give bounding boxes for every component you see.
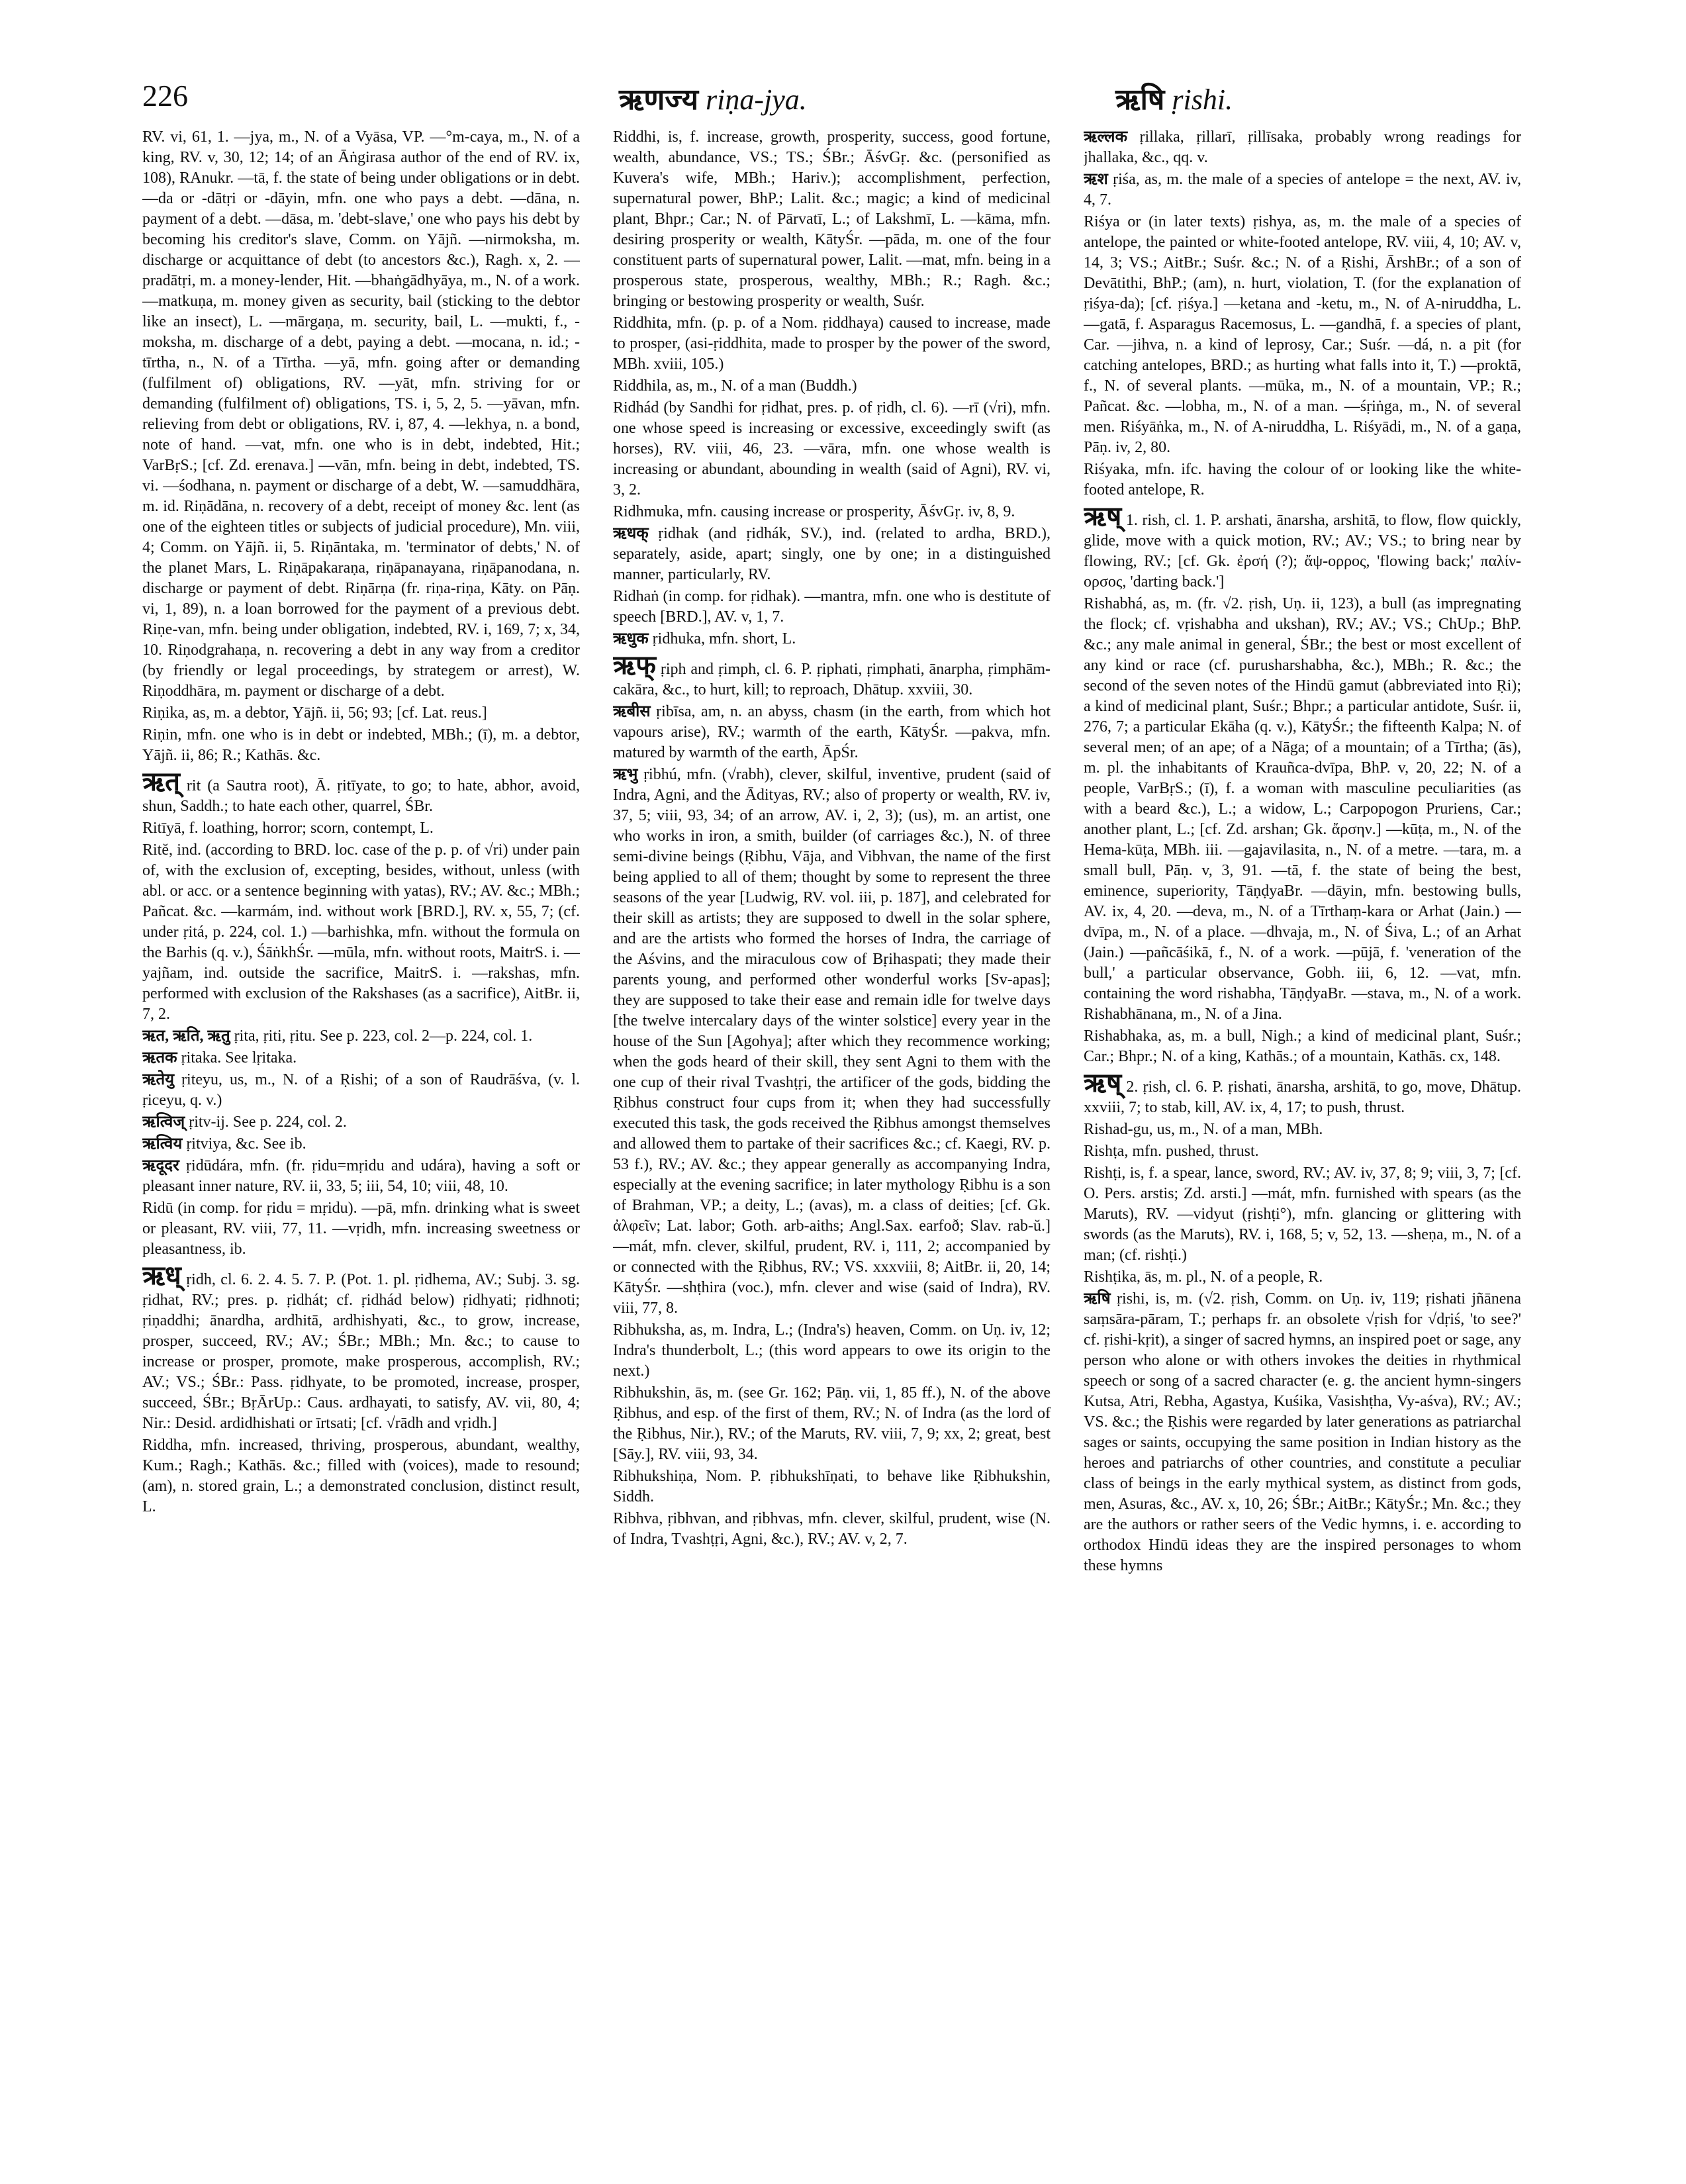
dictionary-entry bbox=[1084, 169, 1521, 211]
dictionary-entry bbox=[1084, 212, 1521, 458]
entry-text: ṛiśa, as, m. the male of a species of antelope = the next, AV. iv, 4, 7. bbox=[1084, 171, 1521, 209]
dictionary-entry bbox=[1084, 1068, 1521, 1118]
entry-text: Riddhita, mfn. (p. p. of a Nom. ṛiddhaya) caused to increase, made to prosper, (asi-ṛiddhita, made to prosper by the power of the sword, MBh. xviii, 105.) bbox=[613, 314, 1051, 373]
dictionary-entry bbox=[1084, 594, 1521, 1025]
dictionary-entry bbox=[613, 524, 1051, 585]
dictionary-entry bbox=[1084, 1141, 1521, 1162]
entry-text: Rishṭika, ās, m. pl., N. of a people, R. bbox=[1084, 1268, 1323, 1286]
dictionary-entry bbox=[613, 650, 1051, 700]
entry-text: Ritĕ, ind. (according to BRD. loc. case of the p. p. of √ri) under pain of, with the exclusion of, excepting, besides, without, unless (with abl. or acc. or a sentence beginning with yatas), RV.; AV. &c.; MBh.; Pañcat. &c. —karmám, ind. without work [BRD.], RV. x, 55, 7; (cf. under ṛitá, p. 224, col. 1.) —barhishka, mfn. without the formula on the Barhis (q. v.), ŚāṅkhŚr. —mūla, mfn. without roots, MaitrS. i. —yajñam, ind. outside the sacrifice, MaitrS. i. —rakshas, mfn. performed with exclusion of the Rakshases (as a sacrifice), AitBr. ii, 7, 2. bbox=[142, 841, 580, 1023]
entry-text: ṛitaka. See lṛitaka. bbox=[181, 1049, 297, 1067]
entry-headword-devanagari: ऋत्विय bbox=[142, 1135, 183, 1153]
dictionary-entry bbox=[613, 765, 1051, 1319]
column-3 bbox=[1084, 127, 1521, 2153]
entry-text: Riśyaka, mfn. ifc. having the colour of or looking like the white-footed antelope, R. bbox=[1084, 461, 1521, 499]
dictionary-entry bbox=[613, 1383, 1051, 1465]
entry-text: Riṇin, mfn. one who is in debt or indebted, MBh.; (ī), m. a debtor, Yājñ. ii, 86; R.; Kathās. &c. bbox=[142, 726, 580, 764]
entry-text: Riddha, mfn. increased, thriving, prosperous, abundant, wealthy, Kum.; Ragh.; Kathās. &c.; filled with (voices), made to resound; (am), n. stored grain, L.; a demonstrated conclusion, distinct result, L. bbox=[142, 1437, 580, 1515]
entry-headword-devanagari: ऋभु bbox=[613, 766, 638, 783]
entry-text: ṛita, ṛiti, ṛitu. See p. 223, col. 2—p. 224, col. 1. bbox=[234, 1027, 533, 1045]
entry-headword-devanagari: ऋफ् bbox=[613, 650, 656, 680]
entry-text: ṛibhú, mfn. (√rabh), clever, skilful, inventive, prudent (said of Indra, Agni, and the Ādityas, RV.; also of property or wealth, RV. iv, 37, 5; viii, 93, 34; of an arrow, AV. i, 2, 3); (us), m. an artist, one who works in iron, a smith, builder (of carriages &c.), N. of three semi-divine beings (Ṛibhu, Vāja, and Vibhvan, the name of the first being applied to all of them; thought by some to represent the three seasons of the year [Ludwig, RV. vol. iii, p. 187], and celebrated for their skill as artists; they are supposed to dwell in the solar sphere, and are the artists who formed the horses of Indra, the carriage of the Aśvins, and the miraculous cow of Bṛihaspati; they made their parents young, and performed other wonderful works [Sv-apas]; they are supposed to take their ease and remain idle for twelve days [the twelve intercalary days of the winter solstice] every year in the house of the Sun [Agohya]; after which they recommence working; when the gods heard of their skill, they sent Agni to them with the one cup of their rival Tvashṭṛi, the artificer of the gods, bidding the Ṛibhus construct four cups from it; when they had successfully executed this task, the gods received the Ṛibhus amongst themselves and allowed them to partake of their sacrifices &c.; cf. Kaegi, RV. p. 53 f.), RV.; AV. &c.; they appear generally as accompanying Indra, especially at the evening sacrifice; in later mythology Ṛibhu is a son of Brahman, VP.; a deity, L.; (avas), m. a class of deities; [cf. Gk. ἀλφεῖν; Lat. labor; Goth. arb-aiths; Angl.Sax. earfoð; Slav. rab-ŭ.] —mát, mfn. clever, skilful, prudent, RV. i, 111, 2; accompanied by or connected with the Ṛibhus, RV.; VS. xxxviii, 8; AitBr. ii, 20, 14; KātyŚr. —shṭhira (voc.), mfn. clever and wise (said of Indra), RV. viii, 77, 8. bbox=[613, 766, 1051, 1317]
entry-text: ṛidhak (and ṛidhák, SV.), ind. (related to ardha, BRD.), separately, aside, apart; singly, one by one; in a distinguished manner, particularly, RV. bbox=[613, 525, 1051, 583]
entry-text: ṛitviya, &c. See ib. bbox=[186, 1135, 306, 1153]
page-number: 226 bbox=[142, 79, 188, 113]
entry-text: ṛiph and ṛimph, cl. 6. P. ṛiphati, ṛimphati, ānarpha, ṛimphām-cakāra, &c., to hurt, kill; to reproach, Dhātup. xxviii, 30. bbox=[613, 661, 1051, 698]
entry-text: ṛibīsa, am, n. an abyss, chasm (in the earth, from which hot vapours arise), RV.; warmth of the earth, KātyŚr. —pakva, mfn. matured by warmth of the earth, ĀpŚr. bbox=[613, 703, 1051, 761]
entry-text: ṛidūdára, mfn. (fr. ṛidu=mṛidu and udára), having a soft or pleasant inner nature, RV. ii, 33, 5; iii, 54, 10; viii, 48, 10. bbox=[142, 1157, 580, 1195]
entry-headword-devanagari: ऋदूदर bbox=[142, 1157, 179, 1174]
entry-text: Rishabhaka, as, m. a bull, Nigh.; a kind of medicinal plant, Suśr.; Car.; Bhpr.; N. of a king, Kathās.; of a mountain, Kathās. cx, 148. bbox=[1084, 1027, 1521, 1065]
entry-headword-devanagari: ऋध् bbox=[142, 1260, 181, 1290]
dictionary-entry bbox=[613, 502, 1051, 522]
dictionary-entry bbox=[142, 1070, 580, 1111]
header-right-roman: ṛishi. bbox=[1172, 83, 1233, 116]
dictionary-entry bbox=[142, 1112, 580, 1133]
entry-text: Riśya or (in later texts) ṛishya, as, m. the male of a species of antelope, the painted or white-footed antelope, RV. viii, 4, 10; AV. v, 14, 3; VS.; AitBr.; Suśr. &c.; N. of a Ṛishi, ĀrshBr.; of a son of Devātithi, BhP.; (am), n. hurt, violation, T. (for the explanation of ṛiśya-da); [cf. ṛiśya.] —ketana and -ketu, m., N. of A-niruddha, L. —gatā, f. Asparagus Racemosus, L. —gandhā, f. a species of plant, Car. —jihva, n. a kind of leprosy, Car.; Suśr. —dá, n. a pit (for catching antelopes, BRD.; as hurting what falls into it, T.) —proktā, f., N. of several plants. —mūka, m., N. of a mountain, VP.; R.; Pañcat. &c. —lobha, m., N. of a man. —śṛiṅga, m., N. of several men. Riśyāṅka, m., N. of A-niruddha, L. Riśyādi, m., N. of a gaṇa, Pāṇ. iv, 2, 80. bbox=[1084, 213, 1521, 456]
entry-headword-devanagari: ऋत्विज् bbox=[142, 1114, 185, 1131]
header-left-devanagari: ऋणज्य bbox=[619, 83, 699, 116]
dictionary-entry bbox=[142, 1198, 580, 1260]
entry-headword-devanagari: ऋष् bbox=[1084, 501, 1122, 531]
dictionary-entry bbox=[1084, 1267, 1521, 1288]
dictionary-entry bbox=[142, 1134, 580, 1155]
dictionary-entry bbox=[613, 629, 1051, 649]
entry-headword-devanagari: ऋतक bbox=[142, 1049, 177, 1067]
dictionary-entry bbox=[1084, 501, 1521, 593]
entry-text: Ritīyā, f. loathing, horror; scorn, contempt, L. bbox=[142, 820, 434, 837]
dictionary-entry bbox=[613, 587, 1051, 628]
entry-text: Ridhaṅ (in comp. for ṛidhak). —mantra, mfn. one who is destitute of speech [BRD.], AV. v, 1, 7. bbox=[613, 588, 1051, 626]
dictionary-entry bbox=[142, 840, 580, 1025]
column-2 bbox=[613, 127, 1051, 2153]
entry-text: ṛillaka, ṛillarī, ṛillīsaka, probably wrong readings for jhallaka, &c., qq. v. bbox=[1084, 128, 1521, 166]
entry-headword-devanagari: ऋत, ऋति, ऋतु bbox=[142, 1027, 230, 1045]
header-right-devanagari: ऋषि bbox=[1115, 83, 1165, 116]
entry-text: ṛishi, is, m. (√2. ṛish, Comm. on Uṇ. iv, 119; ṛishati jñānena saṃsāra-pāram, T.; perhaps fr. an obsolete √ṛish for √dṛiś, 'to see?' cf. ṛishi-kṛit), a singer of sacred hymns, an inspired poet or sage, any person who alone or with others invokes the deities in rhythmical speech or song of a sacred character (e. g. the ancient hymn-singers Kutsa, Atri, Rebha, Agastya, Kuśika, Vasishṭha, Vy-aśva), RV.; AV.; VS. &c.; the Ṛishis were regarded by later generations as patriarchal sages or saints, occupying the same position in Indian history as the heroes and patriarchs of other countries, and constitute a peculiar class of beings in the early mythical system, as distinct from gods, men, Asuras, &c., AV. x, 10, 26; ŚBr.; AitBr.; KātyŚr.; Mn. &c.; they are the authors or rather seers of the Vedic hymns, i. e. according to orthodox Hindū ideas they are the inspired personages to whom these hymns bbox=[1084, 1290, 1521, 1574]
entry-text: Rishṭi, is, f. a spear, lance, sword, RV.; AV. iv, 37, 8; 9; viii, 3, 7; [cf. O. Pers. arstis; Zd. arsti.] —mát, mfn. furnished with spears (as the Maruts), RV. —vidyut (ṛishṭi°), mfn. glancing or glittering with swords (as the Maruts), RV. i, 168, 5; v, 52, 13. —sheṇa, m., N. of a man; (cf. rishṭi.) bbox=[1084, 1164, 1521, 1264]
dictionary-entry bbox=[613, 398, 1051, 500]
dictionary-entry bbox=[1084, 459, 1521, 500]
dictionary-entry bbox=[142, 1026, 580, 1047]
entry-text: 1. rish, cl. 1. P. arshati, ānarsha, arshitā, to flow, flow quickly, glide, move with a quick motion, RV.; AV.; VS.; to bring near by flowing, RV.; [cf. Gk. ἐρσή (?); ἄψ-oρρος, 'flowing back;' παλίν-ορσος, 'darting back.'] bbox=[1084, 512, 1521, 591]
dictionary-entry bbox=[1084, 1289, 1521, 1576]
entry-text: Rishad-gu, us, m., N. of a man, MBh. bbox=[1084, 1121, 1323, 1138]
column-1 bbox=[142, 127, 580, 2153]
entry-text: ṛitv-ij. See p. 224, col. 2. bbox=[189, 1114, 347, 1131]
dictionary-entry bbox=[1084, 1119, 1521, 1140]
entry-headword-devanagari: ऋश bbox=[1084, 171, 1108, 188]
entry-text: Rishṭa, mfn. pushed, thrust. bbox=[1084, 1143, 1259, 1160]
entry-text: ṛiteyu, us, m., N. of a Ṛishi; of a son of Raudrāśva, (v. l. ṛiceyu, q. v.) bbox=[142, 1071, 580, 1109]
entry-text: Ribhukshiṇa, Nom. P. ṛibhukshīṇati, to behave like Ṛibhukshin, Siddh. bbox=[613, 1468, 1051, 1505]
entry-text: Ribhva, ṛibhvan, and ṛibhvas, mfn. clever, skilful, prudent, wise (N. of Indra, Tvashṭṛi, Agni, &c.), RV.; AV. v, 2, 7. bbox=[613, 1510, 1051, 1548]
dictionary-entry bbox=[613, 313, 1051, 375]
entry-headword-devanagari: ऋतेयु bbox=[142, 1071, 175, 1088]
header-right-catchword bbox=[1115, 78, 1233, 118]
entry-text: rit (a Sautra root), Ā. ṛitīyate, to go; to hate, abhor, avoid, shun, Saddh.; to hate each other, quarrel, ŚBr. bbox=[142, 777, 580, 815]
dictionary-entry bbox=[142, 1260, 580, 1434]
entry-text: ṛidhuka, mfn. short, L. bbox=[652, 630, 796, 647]
dictionary-entry bbox=[142, 767, 580, 817]
dictionary-entry bbox=[142, 1435, 580, 1517]
entry-text: Riddhi, is, f. increase, growth, prosperity, success, good fortune, wealth, abundance, VS.; TS.; ŚBr.; ĀśvGṛ. &c. (personified as Kuvera's wife, MBh.; Hariv.); accomplishment, perfection, supernatural power, BhP.; Lalit. &c.; magic; a kind of medicinal plant, Bhpr.; Car.; N. of Pārvatī, L.; of Lakshmī, L. —kāma, mfn. desiring prosperity or wealth, KātyŚr. —pāda, m. one of the four constituent parts of supernatural power, Lalit. —mat, mfn. being in a prosperous state, prosperous, wealthy, MBh.; R.; Ragh. &c.; bringing or bestowing prosperity or wealth, Suśr. bbox=[613, 128, 1051, 310]
page-header bbox=[142, 78, 1499, 124]
entry-headword-devanagari: ऋष् bbox=[1084, 1068, 1122, 1098]
entry-text: Rishabhá, as, m. (fr. √2. ṛish, Uṇ. ii, 123), a bull (as impregnating the flock; cf. vṛishabha and ukshan), RV.; AV.; VS.; ChUp.; BhP. &c.; any male animal in general, ŚBr.; the best or most excellent of any kind or race (cf. purusharshabha, &c.), MBh.; R. &c.; the second of the seven notes of the Hindū gamut (abbreviated into Ṛi); a kind of medicinal plant, Suśr.; Bhpr.; a particular antidote, Suśr. ii, 276, 7; a particular Ekāha (q. v.), KātyŚr.; the fifteenth Kalpa; N. of several men; of an ape; of a Nāga; of a mountain; of a Tīrtha; (ās), m. pl. the inhabitants of Krauñca-dvīpa, BhP. v, 20, 22; N. of a people, VarBṛS.; (ī), f. a woman with masculine peculiarities (as with a beard &c.), L.; a widow, L.; Carpopogon Pruriens, Car.; another plant, L.; [cf. Zd. arshan; Gk. ἄρσην.] —kūṭa, m., N. of the Hema-kūṭa, MBh. iii. —gajavilasita, n., N. of a metre. —tara, m. a small bull, Pāṇ. v, 3, 91. —tā, f. the state of being the best, eminence, superiority, TāṇḍyaBr. —dāyin, mfn. bestowing bulls, AV. ix, 4, 20. —deva, m., N. of a Tīrthaṃ-kara or Arhat (Jain.) —dvīpa, m., N. of a place. —dhvaja, m., N. of Śiva, L.; of an Arhat (Jain.) —pañcāśikā, f., N. of a work. —pūjā, f. 'veneration of the bull,' a particular observance, Gobh. iii, 6, 12. —vat, mfn. containing the word rishabha, TāṇḍyaBr. —stava, m., N. of a work. Rishabhānana, m., N. of a Jina. bbox=[1084, 595, 1521, 1023]
header-left-catchword bbox=[619, 78, 807, 118]
entry-text: Ribhukshin, ās, m. (see Gr. 162; Pāṇ. vii, 1, 85 ff.), N. of the above Ṛibhus, and esp. of the first of them, RV.; N. of Indra (as the lord of the Ṛibhus, Nir.), RV.; of the Maruts, RV. viii, 7, 9; xx, 2; great, best [Sāy.], RV. viii, 93, 34. bbox=[613, 1384, 1051, 1463]
text-columns bbox=[142, 127, 1522, 2153]
dictionary-entry bbox=[613, 376, 1051, 397]
entry-text: Ribhuksha, as, m. Indra, L.; (Indra's) heaven, Comm. on Uṇ. iv, 12; Indra's thunderbolt, L.; (this word appears to owe its origin to the next.) bbox=[613, 1321, 1051, 1380]
entry-text: Ridhád (by Sandhi for ṛidhat, pres. p. of ṛidh, cl. 6). —rī (√ri), mfn. one whose speed is increasing or excessive, exceedingly swift (as horses), RV. viii, 46, 23. —vāra, mfn. one whose wealth is increasing or abundant, abounding in wealth (said of Agni), RV. vi, 3, 2. bbox=[613, 399, 1051, 499]
dictionary-entry bbox=[142, 1048, 580, 1068]
dictionary-entry bbox=[1084, 127, 1521, 168]
entry-text: Riṇika, as, m. a debtor, Yājñ. ii, 56; 93; [cf. Lat. reus.] bbox=[142, 704, 487, 722]
dictionary-entry bbox=[142, 725, 580, 766]
dictionary-entry bbox=[613, 1509, 1051, 1550]
entry-text: RV. vi, 61, 1. —jya, m., N. of a Vyāsa, VP. —°m-caya, m., N. of a king, RV. v, 30, 12; 14; of an Āṅgirasa author of the end of RV. ix, 108), RAnukr. —tā, f. the state of being under obligations or in debt. —da or -dātṛi or -dāyin, mfn. one who pays a debt. —dāna, n. payment of a debt. —dāsa, m. 'debt-slave,' one who pays his debt by becoming his creditor's slave, Comm. on Yājñ. —nirmoksha, m. discharge or acquittance of debt (to ancestors &c.), Ragh. x, 2. —pradātṛi, m. a money-lender, Hit. —bhaṅgādhyāya, m., N. of a work. —matkuṇa, m. money given as security, bail (sticking to the debtor like an insect), L. —mārgaṇa, m. security, bail, L. —mukti, f., -moksha, m. discharge of a debt, paying a debt. —mocana, n. id.; -tīrtha, n., N. of a Tīrtha. —yā, mfn. going after or demanding (fulfilment of) obligations, RV. —yāt, mfn. striving for or demanding (fulfilment of) obligations, TS. i, 5, 2, 5. —yāvan, mfn. relieving from debt or obligations, RV. i, 87, 4. —lekhya, n. a bond, note of hand. —vat, mfn. one who is in debt, indebted, Hit.; VarBṛS.; [cf. Zd. erenava.] —vān, mfn. being in debt, indebted, TS. vi. —śodhana, n. payment or discharge of a debt, W. —samuddhāra, m. id. Riṇādāna, n. recovery of a debt, receipt of money &c. lent (as one of the eighteen titles or subjects of judicial procedure), Mn. viii, 4; Comm. on Yājñ. ii, 5. Riṇāntaka, m. 'terminator of debts,' N. of the planet Mars, L. Riṇāpakaraṇa, riṇāpanayana, riṇāpanodana, n. discharge or payment of debt. Riṇārṇa (fr. riṇa-riṇa, Kāty. on Pāṇ. vi, 1, 89), n. a loan borrowed for the payment of a previous debt. Riṇe-van, mfn. being under obligation, indebted, RV. i, 169, 7; x, 34, 10. Riṇodgrahaṇa, n. recovering a debt in any way from a creditor (by friendly or legal proceedings, by strategem or arrest), W. Riṇoddhāra, m. payment or discharge of a debt. bbox=[142, 128, 580, 700]
dictionary-entry bbox=[142, 1156, 580, 1197]
entry-text: Ridū (in comp. for ṛidu = mṛidu). —pā, mfn. drinking what is sweet or pleasant, RV. viii, 77, 11. —vṛidh, mfn. increasing sweetness or pleasantness, ib. bbox=[142, 1200, 580, 1258]
dictionary-entry bbox=[1084, 1026, 1521, 1067]
entry-headword-devanagari: ऋल्लक bbox=[1084, 128, 1127, 146]
entry-text: 2. ṛish, cl. 6. P. ṛishati, ānarsha, arshitā, to go, move, Dhātup. xxviii, 7; to stab, kill, AV. ix, 4, 17; to push, thrust. bbox=[1084, 1078, 1521, 1116]
dictionary-entry bbox=[613, 1320, 1051, 1382]
dictionary-entry bbox=[142, 818, 580, 839]
dictionary-entry bbox=[613, 1466, 1051, 1507]
dictionary-entry bbox=[613, 127, 1051, 312]
dictionary-entry bbox=[1084, 1163, 1521, 1266]
dictionary-entry bbox=[142, 127, 580, 702]
dictionary-entry bbox=[613, 702, 1051, 763]
entry-text: Ridhmuka, mfn. causing increase or prosperity, ĀśvGṛ. iv, 8, 9. bbox=[613, 503, 1015, 520]
entry-text: ṛidh, cl. 6. 2. 4. 5. 7. P. (Pot. 1. pl. ṛidhema, AV.; Subj. 3. sg. ṛidhat, RV.; pres. p. ṛidhát; cf. ṛidhád below) ṛidhyati; ṛidhnoti; ṛiṇaddhi; ānardha, ardhitā, ardhishyati, &c., to grow, increase, prosper, succeed, RV.; AV.; ŚBr.; MBh.; Mn. &c.; to cause to increase or prosper, promote, make prosperous, accomplish, RV.; AV.; VS.; ŚBr.: Pass. ṛidhyate, to be promoted, increase, prosper, succeed, ŚBr.; BṛĀrUp.: Caus. ardhayati, to satisfy, AV. vii, 80, 4; Nir.: Desid. ardidhishati or īrtsati; [cf. √rādh and vṛidh.] bbox=[142, 1271, 580, 1432]
header-left-roman: riṇa-jya. bbox=[706, 83, 807, 116]
entry-headword-devanagari: ऋबीस bbox=[613, 703, 651, 720]
dictionary-entry bbox=[142, 703, 580, 724]
entry-headword-devanagari: ऋषि bbox=[1084, 1290, 1111, 1307]
entry-text: Riddhila, as, m., N. of a man (Buddh.) bbox=[613, 377, 857, 395]
entry-headword-devanagari: ऋधुक bbox=[613, 630, 649, 647]
entry-headword-devanagari: ऋधक् bbox=[613, 525, 649, 542]
entry-headword-devanagari: ऋत् bbox=[142, 767, 180, 796]
